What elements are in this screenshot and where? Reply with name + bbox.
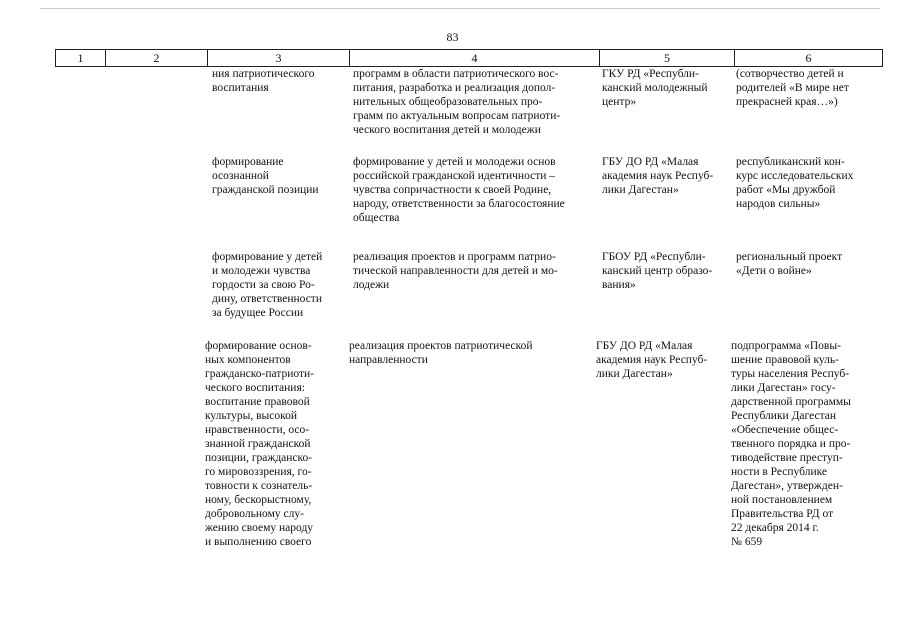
cell-event: (сотворчество детей и родителей «В мире нет прекрасней края…») xyxy=(736,68,849,108)
table xyxy=(55,49,883,548)
cell-event: республиканский кон- курс исследовательских работ «Мы дружбой народов сильны» xyxy=(736,156,854,210)
cell-organization: ГБУ ДО РД «Малая академия наук Респуб- лики Дагестан» xyxy=(602,156,714,196)
cell-direction: ния патриотического воспитания xyxy=(212,68,315,94)
cell-organization: ГКУ РД «Республи- канский молодежный центр» xyxy=(602,68,708,108)
header-col-1: 1 xyxy=(55,50,105,66)
cell-organization: ГБОУ РД «Республи- канский центр образо- вания» xyxy=(602,251,713,291)
cell-direction: формирование у детей и молодежи чувства гордости за свою Ро- дину, ответственности за будущее России xyxy=(212,251,323,319)
cell-direction: формирование осознанной гражданской позиции xyxy=(212,156,319,196)
header-col-4: 4 xyxy=(349,50,599,66)
cell-activity: программ в области патриотического вос- питания, разработка и реализация допол- нительных общеобразовательных про- грамм по актуальным вопросам патриоти- ческого воспитания детей и молодежи xyxy=(353,68,561,136)
top-rule xyxy=(40,8,880,9)
header-col-2: 2 xyxy=(105,50,207,66)
cell-event: подпрограмма «Повы- шение правовой куль- туры населения Респуб- лики Дагестан» госу- дарственной программы Республики Дагестан «Обеспечение общес- твенного порядка и про- тиводействие преступ- ности в Республике Дагестан», утвержден- ной постановлением Правительства РД от 22 декабря 2014 г. № 659 xyxy=(731,340,851,548)
table-header xyxy=(55,49,883,67)
header-col-6: 6 xyxy=(734,50,883,66)
cell-event: региональный проект «Дети о войне» xyxy=(736,251,843,277)
cell-organization: ГБУ ДО РД «Малая академия наук Респуб- лики Дагестан» xyxy=(596,340,708,380)
page-number: 83 xyxy=(446,30,459,44)
cell-activity: формирование у детей и молодежи основ российской гражданской идентичности – чувства сопричастности к своей Родине, народу, ответственности за благосостояние общества xyxy=(353,156,565,224)
header-col-3: 3 xyxy=(207,50,349,66)
header-col-5: 5 xyxy=(599,50,734,66)
cell-activity: реализация проектов и программ патрио- тической направленности для детей и мо- лодежи xyxy=(353,251,558,291)
cell-direction: формирование основ- ных компонентов гражданско-патриоти- ческого воспитания: воспитание правовой культуры, высокой нравственности, осо- знанной гражданской позиции, гражданско- го мировоззрения, го- товности к сознатель- ному, бескорыстному, добровольному слу- жению своему народу и выполнению своего xyxy=(205,340,314,548)
cell-activity: реализация проектов патриотической направленности xyxy=(349,340,533,366)
